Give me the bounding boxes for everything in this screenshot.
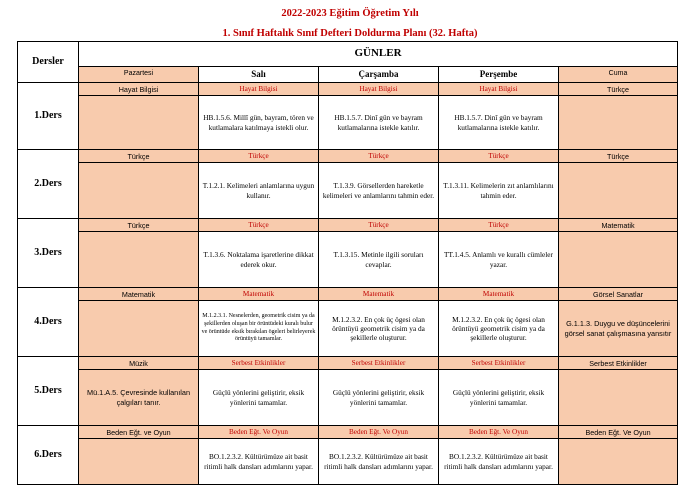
content-cell: HB.1.5.7. Dinî gün ve bayram kutlamalarına istekle katılır. [439,96,559,150]
subject-cell: Beden Eğt. Ve Oyun [439,426,559,439]
content-cell: T.1.3.6. Noktalama işaretlerine dikkat ederek okur. [199,232,319,288]
content-cell [79,96,199,150]
lesson-label: 3.Ders [18,219,79,288]
gunler-header: GÜNLER [79,42,678,67]
lesson-label: 1.Ders [18,83,79,150]
lesson-label: 4.Ders [18,288,79,357]
subject-cell: Beden Eğt. Ve Oyun [319,426,439,439]
content-cell: G.1.1.3. Duygu ve düşüncelerini görsel sanat çalışmasına yansıtır [559,301,678,357]
subject-cell: Serbest Etkinlikler [319,357,439,370]
subject-cell: Serbest Etkinlikler [439,357,559,370]
day-header-friday: Cuma [559,67,678,83]
content-cell: HB.1.5.7. Dinî gün ve bayram kutlamalarına istekle katılır. [319,96,439,150]
content-cell [79,232,199,288]
day-header-tuesday: Salı [199,67,319,83]
content-cell: T.1.2.1. Kelimeleri anlamlarına uygun kullanır. [199,163,319,219]
subject-cell: Türkçe [199,219,319,232]
content-cell [559,163,678,219]
content-cell: Mü.1.A.5. Çevresinde kullanılan çalgıları tanır. [79,370,199,426]
day-header-thursday: Perşembe [439,67,559,83]
content-cell [559,439,678,485]
document-title: 2022-2023 Eğitim Öğretim Yılı [281,8,419,19]
content-cell: BO.1.2.3.2. Kültürümüze ait basit ritimli halk dansları adımlarını yapar. [199,439,319,485]
content-cell [79,163,199,219]
subject-cell: Serbest Etkinlikler [199,357,319,370]
subject-cell: Matematik [319,288,439,301]
document-subtitle: 1. Sınıf Haftalık Sınıf Defteri Doldurma Planı (32. Hafta) [222,28,478,39]
weekly-plan-table [17,41,678,485]
subject-cell: Türkçe [79,219,199,232]
subject-cell: Hayat Bilgisi [439,83,559,96]
subject-cell: Serbest Etkinlikler [559,357,678,370]
content-cell [79,439,199,485]
content-cell: M.1.2.3.2. En çok üç ögesi olan örüntüyü geometrik cisim ya da şekillerle oluşturur. [319,301,439,357]
subject-cell: Türkçe [439,150,559,163]
lesson-label: 5.Ders [18,357,79,426]
content-cell [559,232,678,288]
content-cell: M.1.2.3.2. En çok üç ögesi olan örüntüyü geometrik cisim ya da şekillerle oluşturur. [439,301,559,357]
dersler-header: Dersler [18,42,79,83]
lesson-label: 6.Ders [18,426,79,485]
subject-cell: Türkçe [439,219,559,232]
subject-cell: Türkçe [319,219,439,232]
content-cell: T.1.3.15. Metinle ilgili soruları cevaplar. [319,232,439,288]
subject-cell: Müzik [79,357,199,370]
subject-cell: Beden Eğt. ve Oyun [79,426,199,439]
subject-cell: Türkçe [199,150,319,163]
content-cell: BO.1.2.3.2. Kültürümüze ait basit ritimli halk dansları adımlarını yapar. [319,439,439,485]
subject-cell: Matematik [199,288,319,301]
subject-cell: Beden Eğt. Ve Oyun [559,426,678,439]
subject-cell: Türkçe [79,150,199,163]
subject-cell: Hayat Bilgisi [319,83,439,96]
subject-cell: Hayat Bilgisi [79,83,199,96]
content-cell: Güçlü yönlerini geliştirir, eksik yönlerini tamamlar. [319,370,439,426]
subject-cell: Hayat Bilgisi [199,83,319,96]
subject-cell: Türkçe [559,83,678,96]
subject-cell: Matematik [79,288,199,301]
content-cell: T.1.3.9. Görsellerden hareketle kelimeleri ve anlamlarını tahmin eder. [319,163,439,219]
subject-cell: Matematik [559,219,678,232]
content-cell: T.1.3.11. Kelimelerin zıt anlamlılarını tahmin eder. [439,163,559,219]
day-header-monday: Pazartesi [79,67,199,83]
subject-cell: Görsel Sanatlar [559,288,678,301]
content-cell: Güçlü yönlerini geliştirir, eksik yönlerini tamamlar. [439,370,559,426]
subject-cell: Türkçe [319,150,439,163]
content-cell: Güçlü yönlerini geliştirir, eksik yönlerini tamamlar. [199,370,319,426]
content-cell: BO.1.2.3.2. Kültürümüze ait basit ritimli halk dansları adımlarını yapar. [439,439,559,485]
content-cell [559,96,678,150]
lesson-label: 2.Ders [18,150,79,219]
content-cell: M.1.2.3.1. Nesnelerden, geometrik cisim ya da şekillerden oluşan bir örüntüdeki kuralı bulur ve örüntüde eksik bırakılan ögeleri belirleyerek örüntüyü tamamlar. [199,301,319,357]
content-cell [79,301,199,357]
content-cell: TT.1.4.5. Anlamlı ve kurallı cümleler yazar. [439,232,559,288]
subject-cell: Türkçe [559,150,678,163]
day-header-wednesday: Çarşamba [319,67,439,83]
content-cell [559,370,678,426]
subject-cell: Matematik [439,288,559,301]
subject-cell: Beden Eğt. Ve Oyun [199,426,319,439]
content-cell: HB.1.5.6. Millî gün, bayram, tören ve kutlamalara katılmaya istekli olur. [199,96,319,150]
